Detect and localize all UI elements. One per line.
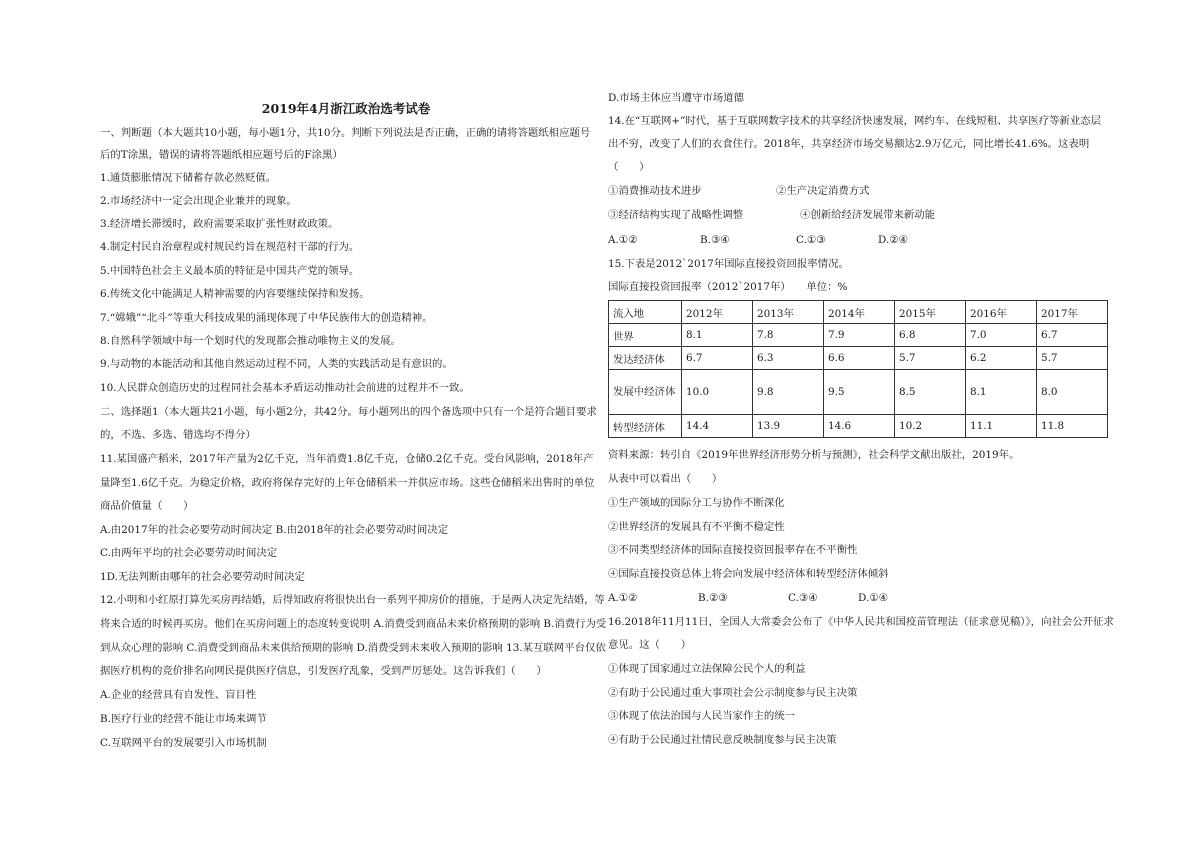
table-header-cell: 2012年 bbox=[682, 301, 753, 324]
question-14-statement-4: ④创新给经济发展带来新动能 bbox=[800, 209, 936, 221]
question-12-line3: 到从众心理的影响 C.消费受到商品未来供给预期的影响 D.消费受到未来收入预期的影响 13.某互联网平台仅依 bbox=[100, 642, 606, 654]
table-row bbox=[609, 370, 1108, 415]
question-15-choice-a: A.①② bbox=[608, 592, 638, 604]
question-16-line1: 16.2018年11月11日，全国人大常委会公布了《中华人民共和国疫苗管理法（征求意见稿）》，向社会公开征求 bbox=[608, 616, 1114, 628]
question-11-line3: 商品价值量（ ） bbox=[100, 500, 194, 512]
question-14-statement-1: ①消费推动技术进步 bbox=[608, 185, 702, 197]
table-header-cell: 2017年 bbox=[1037, 301, 1108, 324]
question-11-option-c: C.由两年平均的社会必要劳动时间决定 bbox=[100, 547, 278, 559]
question-13-option-c: C.互联网平台的发展要引入市场机制 bbox=[100, 737, 267, 749]
question-14-line1: 14.在“互联网+”时代，基于互联网数字技术的共享经济快速发展，网约车、在线短租、共享医疗等新业态层 bbox=[608, 115, 1102, 127]
question-14-line2: 出不穷，改变了人们的衣食住行。2018年，共享经济市场交易额达2.9万亿元，同比增长41.6%。这表明 bbox=[608, 138, 1090, 150]
question-14-choice-d: D.②④ bbox=[878, 234, 908, 246]
table-cell: 9.5 bbox=[824, 370, 895, 415]
table-cell: 6.7 bbox=[682, 347, 753, 370]
question-14-statement-3: ③经济结构实现了战略性调整 bbox=[608, 209, 744, 221]
judgment-item-4: 4.制定村民自治章程或村规民约旨在规范村干部的行为。 bbox=[100, 241, 360, 253]
judgment-item-9: 9.与动物的本能活动和其他自然运动过程不同，人类的实践活动是有意识的。 bbox=[100, 358, 453, 370]
question-11-options-ab: A.由2017年的社会必要劳动时间决定 B.由2018年的社会必要劳动时间决定 bbox=[100, 524, 449, 536]
table-cell: 9.8 bbox=[753, 370, 824, 415]
question-14-choice-c: C.①③ bbox=[796, 234, 826, 246]
table-cell: 6.3 bbox=[753, 347, 824, 370]
question-15-choice-b: B.②③ bbox=[698, 592, 728, 604]
question-16-line2: 意见。这（ ） bbox=[608, 639, 692, 651]
table-cell: 8.0 bbox=[1037, 370, 1108, 415]
judgment-item-8: 8.自然科学领域中每一个划时代的发现都会推动唯物主义的发展。 bbox=[100, 335, 401, 347]
table-cell: 6.8 bbox=[895, 324, 966, 347]
section1-header-line2: 后的T涂黑，错误的请将答题纸相应题号后的F涂黑） bbox=[100, 149, 343, 161]
table-cell: 7.8 bbox=[753, 324, 824, 347]
question-13-option-b: B.医疗行业的经营不能让市场来调节 bbox=[100, 713, 267, 725]
table-header-cell: 2014年 bbox=[824, 301, 895, 324]
question-15-prompt: 从表中可以看出（ ） bbox=[608, 473, 723, 485]
table-cell: 8.5 bbox=[895, 370, 966, 415]
table-header-row bbox=[609, 301, 1108, 324]
table-cell: 10.2 bbox=[895, 415, 966, 438]
table-cell: 13.9 bbox=[753, 415, 824, 438]
table-row bbox=[609, 324, 1108, 347]
question-12-line1: 12.小明和小红原打算先买房再结婚，后得知政府将很快出台一系列平抑房价的措施，于是两人决定先结婚，等 bbox=[100, 594, 605, 606]
judgment-item-5: 5.中国特色社会主义最本质的特征是中国共产党的领导。 bbox=[100, 265, 360, 277]
question-13-stem: 据医疗机构的竞价排名向网民提供医疗信息，引发医疗乱象，受到严厉惩处。这告诉我们（ ） bbox=[100, 665, 547, 677]
question-15-statement-3: ③不同类型经济体的国际直接投资回报率存在不平衡性 bbox=[608, 544, 858, 556]
table-cell: 6.2 bbox=[966, 347, 1037, 370]
question-14-line3: （ ） bbox=[608, 161, 650, 173]
question-13-option-a: A.企业的经营具有自发性、盲目性 bbox=[100, 689, 257, 701]
question-15-statement-1: ①生产领域的国际分工与协作不断深化 bbox=[608, 497, 785, 509]
question-15-stem: 15.下表是2012`2017年国际直接投资回报率情况。 bbox=[608, 258, 849, 270]
table-cell: 转型经济体 bbox=[609, 415, 682, 438]
question-15-statement-4: ④国际直接投资总体上将会向发展中经济体和转型经济体倾斜 bbox=[608, 568, 889, 580]
question-13-option-d: D.市场主体应当遵守市场道德 bbox=[608, 92, 744, 104]
table-cell: 8.1 bbox=[966, 370, 1037, 415]
table-cell: 14.6 bbox=[824, 415, 895, 438]
judgment-item-1: 1.通货膨胀情况下储蓄存款必然贬值。 bbox=[100, 172, 277, 184]
question-16-statement-2: ②有助于公民通过重大事项社会公示制度参与民主决策 bbox=[608, 687, 858, 699]
table-cell bbox=[609, 370, 682, 415]
table-caption: 国际直接投资回报率（2012`2017年） 单位：% bbox=[608, 281, 848, 293]
table-cell: 6.7 bbox=[1037, 324, 1108, 347]
table-cell: 8.1 bbox=[682, 324, 753, 347]
question-12-line2: 将来合适的时候再买房。他们在买房问题上的态度转变说明 A.消费受到商品未来价格预期的影响 B.消费行为受 bbox=[100, 618, 607, 630]
investment-return-table bbox=[608, 300, 1108, 438]
question-14-choice-a: A.①② bbox=[608, 234, 638, 246]
question-15-choice-d: D.①④ bbox=[858, 592, 888, 604]
section2-header-line1: 二、选择题1（本大题共21小题，每小题2分，共42分。每小题列出的四个备选项中只有一个是符合题目要求 bbox=[100, 406, 597, 418]
question-15-choice-c: C.③④ bbox=[788, 592, 818, 604]
question-11-option-d: 1D.无法判断由哪年的社会必要劳动时间决定 bbox=[100, 571, 305, 583]
question-16-statement-3: ③体现了依法治国与人民当家作主的统一 bbox=[608, 710, 796, 722]
table-header-cell: 2016年 bbox=[966, 301, 1037, 324]
question-14-statement-2: ②生产决定消费方式 bbox=[776, 185, 870, 197]
table-cell: 7.9 bbox=[824, 324, 895, 347]
table-row bbox=[609, 415, 1108, 438]
judgment-item-6: 6.传统文化中能满足人精神需要的内容要继续保持和发扬。 bbox=[100, 288, 370, 300]
judgment-item-3: 3.经济增长滞缓时，政府需要采取扩张性财政政策。 bbox=[100, 218, 339, 230]
table-cell: 14.4 bbox=[682, 415, 753, 438]
section2-header-line2: 的，不选、多选、错选均不得分） bbox=[100, 429, 256, 441]
table-cell: 发达经济体 bbox=[609, 347, 682, 370]
question-11-line1: 11.某国盛产稻米，2017年产量为2亿千克，当年消费1.8亿千克，仓储0.2亿千克。受台风影响，2018年产 bbox=[100, 453, 594, 465]
table-cell: 11.8 bbox=[1037, 415, 1108, 438]
table-cell: 世界 bbox=[609, 324, 682, 347]
table-cell: 7.0 bbox=[966, 324, 1037, 347]
table-cell: 5.7 bbox=[895, 347, 966, 370]
question-16-statement-1: ①体现了国家通过立法保障公民个人的利益 bbox=[608, 663, 806, 675]
exam-title: 2019年4月浙江政治选考试卷 bbox=[261, 101, 431, 116]
table-row bbox=[609, 347, 1108, 370]
table-cell: 11.1 bbox=[966, 415, 1037, 438]
table-header-cell: 流入地 bbox=[609, 301, 682, 324]
table-cell: 5.7 bbox=[1037, 347, 1108, 370]
table-cell: 10.0 bbox=[682, 370, 753, 415]
question-11-line2: 量降至1.6亿千克。为稳定价格，政府将保存完好的上年仓储稻米一并供应市场。这些仓储稻米出售时的单位 bbox=[100, 477, 595, 489]
judgment-item-10: 10.人民群众创造历史的过程同社会基本矛盾运动推动社会前进的过程并不一致。 bbox=[100, 382, 470, 394]
judgment-item-7: 7.“嫦娥”“北斗”等重大科技成果的涌现体现了中华民族伟大的创造精神。 bbox=[100, 312, 433, 324]
section1-header-line1: 一、判断题（本大题共10小题，每小题1分，共10分。判断下列说法是否正确，正确的请将答题纸相应题号 bbox=[100, 127, 591, 139]
question-15-statement-2: ②世界经济的发展具有不平衡不稳定性 bbox=[608, 521, 785, 533]
table-cell: 6.6 bbox=[824, 347, 895, 370]
judgment-item-2: 2.市场经济中一定会出现企业兼并的现象。 bbox=[100, 195, 297, 207]
table-cell-text: 发展中经济体 bbox=[613, 385, 676, 398]
table-header-cell: 2013年 bbox=[753, 301, 824, 324]
question-16-statement-4: ④有助于公民通过社情民意反映制度参与民主决策 bbox=[608, 734, 837, 746]
table-header-cell: 2015年 bbox=[895, 301, 966, 324]
table-source: 资料来源：转引自《2019年世界经济形势分析与预测》，社会科学文献出版社，2019年。 bbox=[608, 449, 1020, 461]
question-14-choice-b: B.③④ bbox=[700, 234, 730, 246]
